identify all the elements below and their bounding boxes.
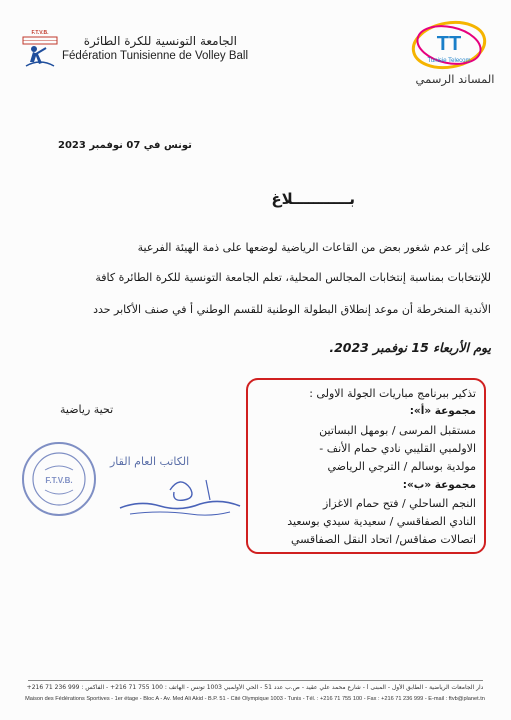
- group-heading: مجموعة «ب»:: [402, 478, 476, 491]
- footer-address-french: Maison des Fédérations Sportives - 1er étage - Bloc A - Av. Med Ali Akid - B.P. 51 - Cité Olympique 1003 - Tunis - Tél. : +216 71 755 100 - Fax : +216 71 236 999 - E-mail : ftvb@planet.tn: [25, 696, 485, 702]
- handwritten-signature-icon: [110, 470, 250, 522]
- greeting: تحية رياضية: [60, 403, 114, 416]
- svg-text:F.T.V.B.: F.T.V.B.: [31, 30, 49, 36]
- program-heading: تذكير ببرنامج مباريات الجولة الاولى :: [309, 387, 476, 400]
- federation-logo-icon: [20, 28, 60, 72]
- official-stamp-icon: [20, 440, 98, 518]
- body-paragraph-3: الأندية المنخرطة أن موعد إنطلاق البطولة الوطنية للقسم الوطني أ في صنف الأكابر حدد: [93, 303, 491, 316]
- svg-text:Tunisie Telecom: Tunisie Telecom: [427, 58, 471, 64]
- svg-text:TT: TT: [436, 33, 462, 55]
- svg-text:F.T.V.B.: F.T.V.B.: [45, 476, 73, 485]
- federation-name-arabic: الجامعة التونسية للكرة الطائرة: [83, 34, 237, 48]
- match-line: الاولمبي القليبي نادي حمام الأنف -: [319, 441, 476, 455]
- signature-title: الكاتب العام القار: [110, 455, 190, 468]
- document-title: [180, 190, 355, 212]
- match-line: النادي الصفاقسي / سعيدية سيدي بوسعيد: [287, 515, 476, 529]
- tunisie-telecom-logo-icon: [410, 20, 488, 70]
- document-date: تونس في 07 نوفمبر 2023: [58, 140, 192, 151]
- footer-address-arabic: دار الجامعات الرياضية - الطابق الأول - المبنى أ - شارع محمد علي عقيد - ص.ب عدد 51 - الحي الأولمبي 1003 تونس - الهاتف : 100 755 71 216+ - الفاكس : 999 236 71 216+: [26, 684, 484, 691]
- official-sponsor-label: المساند الرسمي: [415, 72, 495, 86]
- footer-divider: [28, 680, 483, 681]
- federation-name-french: Fédération Tunisienne de Volley Ball: [62, 50, 249, 62]
- match-line: مولدية بوسالم / الترجي الرياضي: [327, 460, 476, 474]
- match-line: النجم الساحلي / فتح حمام الاغزاز: [322, 496, 476, 510]
- title-text: بـــــــــــلاغ: [271, 190, 355, 208]
- body-paragraph-1: على إثر عدم شغور بعض من القاعات الرياضية لوضعها على ذمة الهيئة الفرعية: [137, 241, 491, 254]
- body-paragraph-date: يوم الأربعاء 15 نوفمبر 2023.: [329, 340, 491, 355]
- body-paragraph-2: للإنتخابات بمناسبة إنتخابات المجالس المحلية، تعلم الجامعة التونسية للكرة الطائرة كافة: [95, 271, 491, 284]
- match-line: اتصالات صفاقس/ اتحاد النقل الصفاقسي: [290, 533, 476, 547]
- match-line: مستقبل المرسى / بومهل البساتين: [319, 423, 476, 437]
- match-program-box: [246, 378, 486, 554]
- group-heading: مجموعة «أ»:: [409, 405, 476, 418]
